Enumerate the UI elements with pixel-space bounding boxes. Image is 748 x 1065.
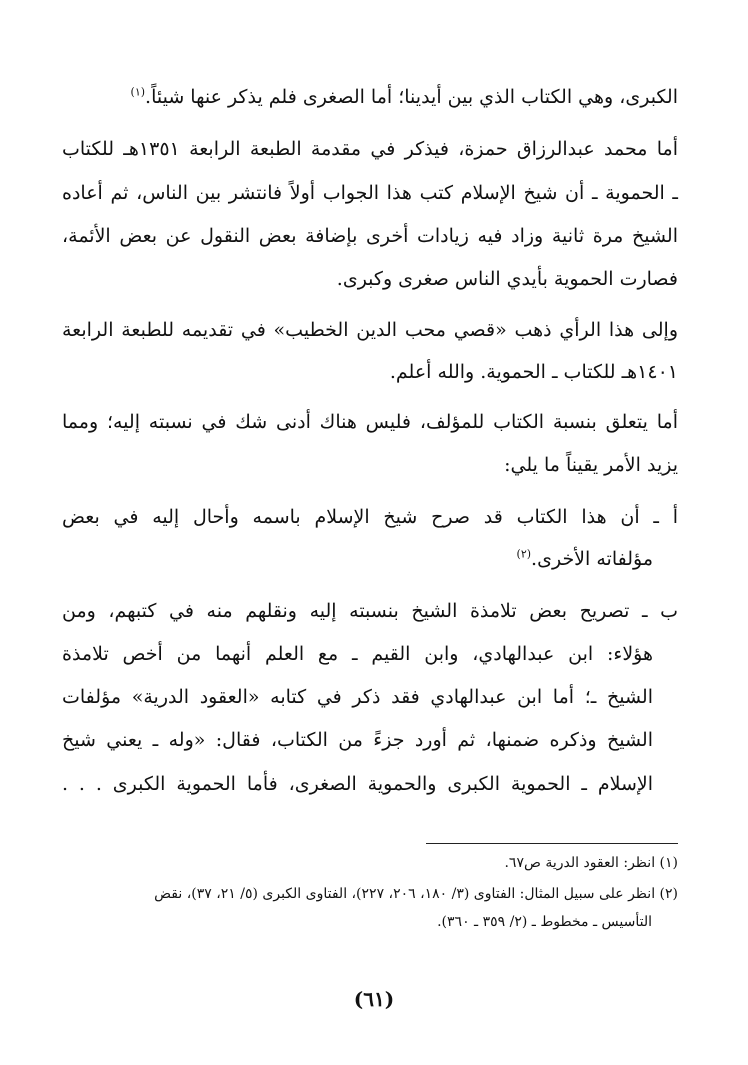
body-line-13: هؤلاء: ابن عبدالهادي، وابن القيم ـ مع العلم أنهما من أخص تلامذة bbox=[62, 643, 653, 665]
footnote-marker-2: (٢) bbox=[516, 547, 532, 561]
body-line-4: الشيخ مرة ثانية وزاد فيه زيادات أخرى بإضافة بعض النقول عن بعض الأئمة، bbox=[62, 225, 678, 247]
footnote-marker-1: (١) bbox=[130, 85, 146, 99]
body-line-9: يزيد الأمر يقيناً ما يلي: bbox=[504, 454, 678, 476]
body-line-1 bbox=[131, 84, 678, 110]
body-line-12: ب ـ تصريح بعض تلامذة الشيخ بنسبته إليه ونقلهم منه في كتبهم، ومن bbox=[62, 600, 678, 622]
body-line-3: ـ الحموية ـ أن شيخ الإسلام كتب هذا الجواب أولاً فانتشر بين الناس، ثم أعاده bbox=[62, 182, 678, 204]
body-line-6: وإلى هذا الرأي ذهب «قصي محب الدين الخطيب» في تقديمه للطبعة الرابعة bbox=[62, 319, 678, 341]
body-line-2: أما محمد عبدالرزاق حمزة، فيذكر في مقدمة الطبعة الرابعة ١٣٥١هـ للكتاب bbox=[62, 138, 678, 160]
body-line-14: الشيخ ـ؛ أما ابن عبدالهادي فقد ذكر في كتابه «العقود الدرية» مؤلفات bbox=[62, 686, 653, 708]
body-line-8: أما يتعلق بنسبة الكتاب للمؤلف، فليس هناك أدنى شك في نسبته إليه؛ ومما bbox=[62, 411, 678, 433]
footnote-separator bbox=[426, 843, 678, 844]
footnote-1: (١) انظر: العقود الدرية ص٦٧. bbox=[504, 855, 678, 871]
body-line-text: الكبرى، وهي الكتاب الذي بين أيدينا؛ أما الصغرى فلم يذكر عنها شيئاً. bbox=[145, 86, 678, 108]
body-line-text: مؤلفاته الأخرى. bbox=[531, 548, 653, 570]
body-line-15: الشيخ وذكره ضمنها، ثم أورد جزءً من الكتاب، فقال: «وله ـ يعني شيخ bbox=[62, 729, 653, 751]
footnote-2-continued: التأسيس ـ مخطوط ـ (٢/ ٣٥٩ ـ ٣٦٠). bbox=[437, 914, 652, 930]
body-line-16: الإسلام ـ الحموية الكبرى والحموية الصغرى، فأما الحموية الكبرى . . . bbox=[62, 773, 653, 795]
body-line-11 bbox=[517, 546, 653, 572]
footnote-2: (٢) انظر على سبيل المثال: الفتاوى (٣/ ١٨٠، ٢٠٦، ٢٢٧)، الفتاوى الكبرى (٥/ ٢١، ٣٧)، نقض bbox=[154, 886, 678, 902]
body-line-7: ١٤٠١هـ للكتاب ـ الحموية. والله أعلم. bbox=[389, 361, 678, 383]
body-line-10: أ ـ أن هذا الكتاب قد صرح شيخ الإسلام باسمه وأحال إليه في بعض bbox=[62, 506, 678, 528]
body-line-5: فصارت الحموية بأيدي الناس صغرى وكبرى. bbox=[336, 268, 678, 290]
page-number: (٦١) bbox=[353, 987, 395, 1011]
